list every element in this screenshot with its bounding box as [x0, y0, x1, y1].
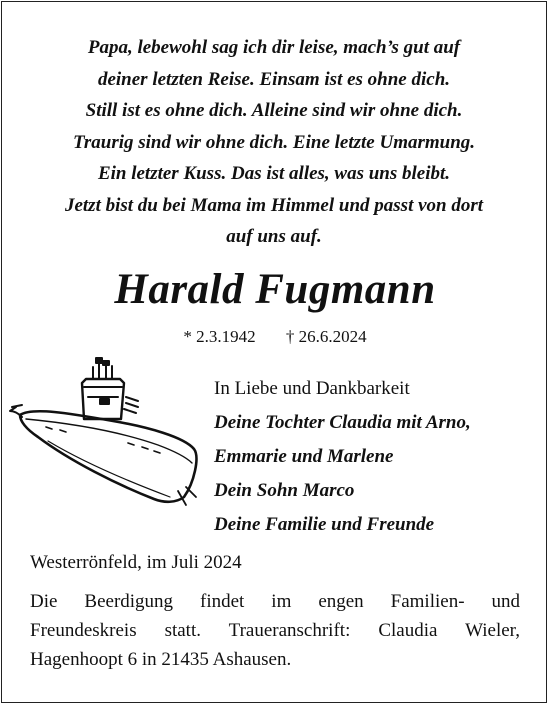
- death-date: † 26.6.2024: [285, 327, 367, 346]
- mourner-line: Emmarie und Marlene: [214, 446, 394, 467]
- place-and-date: Westerrönfeld, im Juli 2024: [30, 552, 242, 573]
- notice-line: Freundeskreis statt. Traueranschrift: Claudia Wieler,: [30, 620, 520, 641]
- poem-line: auf uns auf.: [226, 226, 322, 247]
- submarine-icon: [8, 357, 204, 507]
- mourners-block: [214, 372, 471, 542]
- poem-line: Papa, lebewohl sag ich dir leise, mach’s gut auf: [87, 37, 461, 58]
- farewell-poem: [10, 32, 538, 253]
- deceased-name: Harald Fugmann: [114, 266, 436, 313]
- funeral-notice: [30, 587, 520, 674]
- life-dates: [0, 325, 550, 349]
- mourner-line: Deine Tochter Claudia mit Arno,: [214, 412, 471, 433]
- mourners-intro: In Liebe und Dankbarkeit: [214, 378, 410, 399]
- poem-line: Still ist es ohne dich. Alleine sind wir ohne dich.: [85, 100, 463, 121]
- birth-date: * 2.3.1942: [183, 327, 256, 346]
- poem-line: Jetzt bist du bei Mama im Himmel und passt von dort: [64, 194, 484, 216]
- mourner-line: Dein Sohn Marco: [214, 480, 355, 501]
- notice-line: Die Beerdigung findet im engen Familien- und: [30, 591, 520, 612]
- poem-line: deiner letzten Reise. Einsam ist es ohne dich.: [97, 68, 451, 90]
- poem-line: Ein letzter Kuss. Das ist alles, was uns bleibt.: [97, 163, 451, 184]
- poem-line: Traurig sind wir ohne dich. Eine letzte Umarmung.: [72, 131, 476, 153]
- mourner-line: Deine Familie und Freunde: [214, 514, 435, 535]
- notice-line: Hagenhoopt 6 in 21435 Ashausen.: [30, 649, 292, 670]
